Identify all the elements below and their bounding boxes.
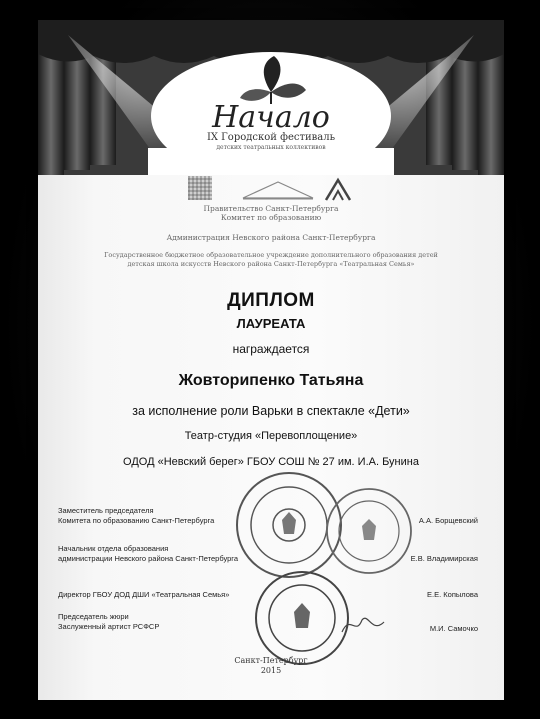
signature-1-role-line1: Заместитель председателя (58, 506, 154, 515)
footer-city: Санкт-Петербург (234, 656, 308, 665)
festival-name: Начало (212, 100, 330, 135)
school-stamp (252, 568, 352, 668)
administration-building-logo (238, 178, 318, 202)
organizer-line1: Правительство Санкт-Петербурга (203, 204, 339, 213)
signature-1-name: А.А. Борщевский (418, 516, 478, 525)
signature-3-name: Е.Е. Копылова (427, 590, 478, 599)
diploma-title: ДИПЛОМ (227, 290, 315, 311)
recipient-name: Жовторипенко Татьяна (178, 372, 364, 389)
diploma-subtitle: ЛАУРЕАТА (236, 316, 306, 331)
signature-2-name: Е.В. Владимирская (410, 554, 478, 563)
signature-2-role-line2: администрации Невского района Санкт-Петербурга (58, 554, 239, 563)
signature-1-role-line2: Комитета по образованию Санкт-Петербурга (58, 516, 215, 525)
organizer-line2: Комитет по образованию (220, 213, 322, 222)
studio-name: Театр-студия «Перевоплощение» (184, 430, 358, 442)
footer-year: 2015 (260, 666, 282, 675)
diploma-sheet (38, 20, 504, 700)
festival-subtitle-small: детских театральных коллективов (216, 144, 326, 151)
signature-3-role-line1: Директор ГБОУ ДОД ДШИ «Театральная Семья» (58, 590, 230, 599)
award-reason: за исполнение роли Варьки в спектакле «Дети» (132, 404, 410, 418)
organizer-line5: детская школа искусств Невского района Санкт-Петербурга «Театральная Семья» (127, 260, 415, 268)
signature-4-role-line1: Председатель жюри (58, 612, 129, 621)
signature-4-role-line2: Заслуженный артист РСФСР (58, 622, 160, 631)
theatre-family-house-icon (324, 176, 352, 202)
awarded-label: награждается (232, 342, 310, 356)
organizer-line4: Государственное бюджетное образовательное учреждение дополнительного образования детей (104, 251, 438, 259)
signature-2-role-line1: Начальник отдела образования (58, 544, 169, 553)
festival-subtitle: IX Городской фестиваль (206, 132, 336, 143)
stage-curtain-illustration (38, 20, 504, 175)
qr-code-icon (188, 176, 212, 200)
school-name: ОДОД «Невский берег» ГБОУ СОШ № 27 им. И.А. Бунина (123, 456, 419, 468)
district-stamp (324, 486, 414, 576)
signature-4-name: М.И. Самочко (429, 624, 478, 633)
jury-signature (338, 610, 388, 640)
organizer-line3: Администрация Невского района Санкт-Петербурга (166, 233, 376, 242)
